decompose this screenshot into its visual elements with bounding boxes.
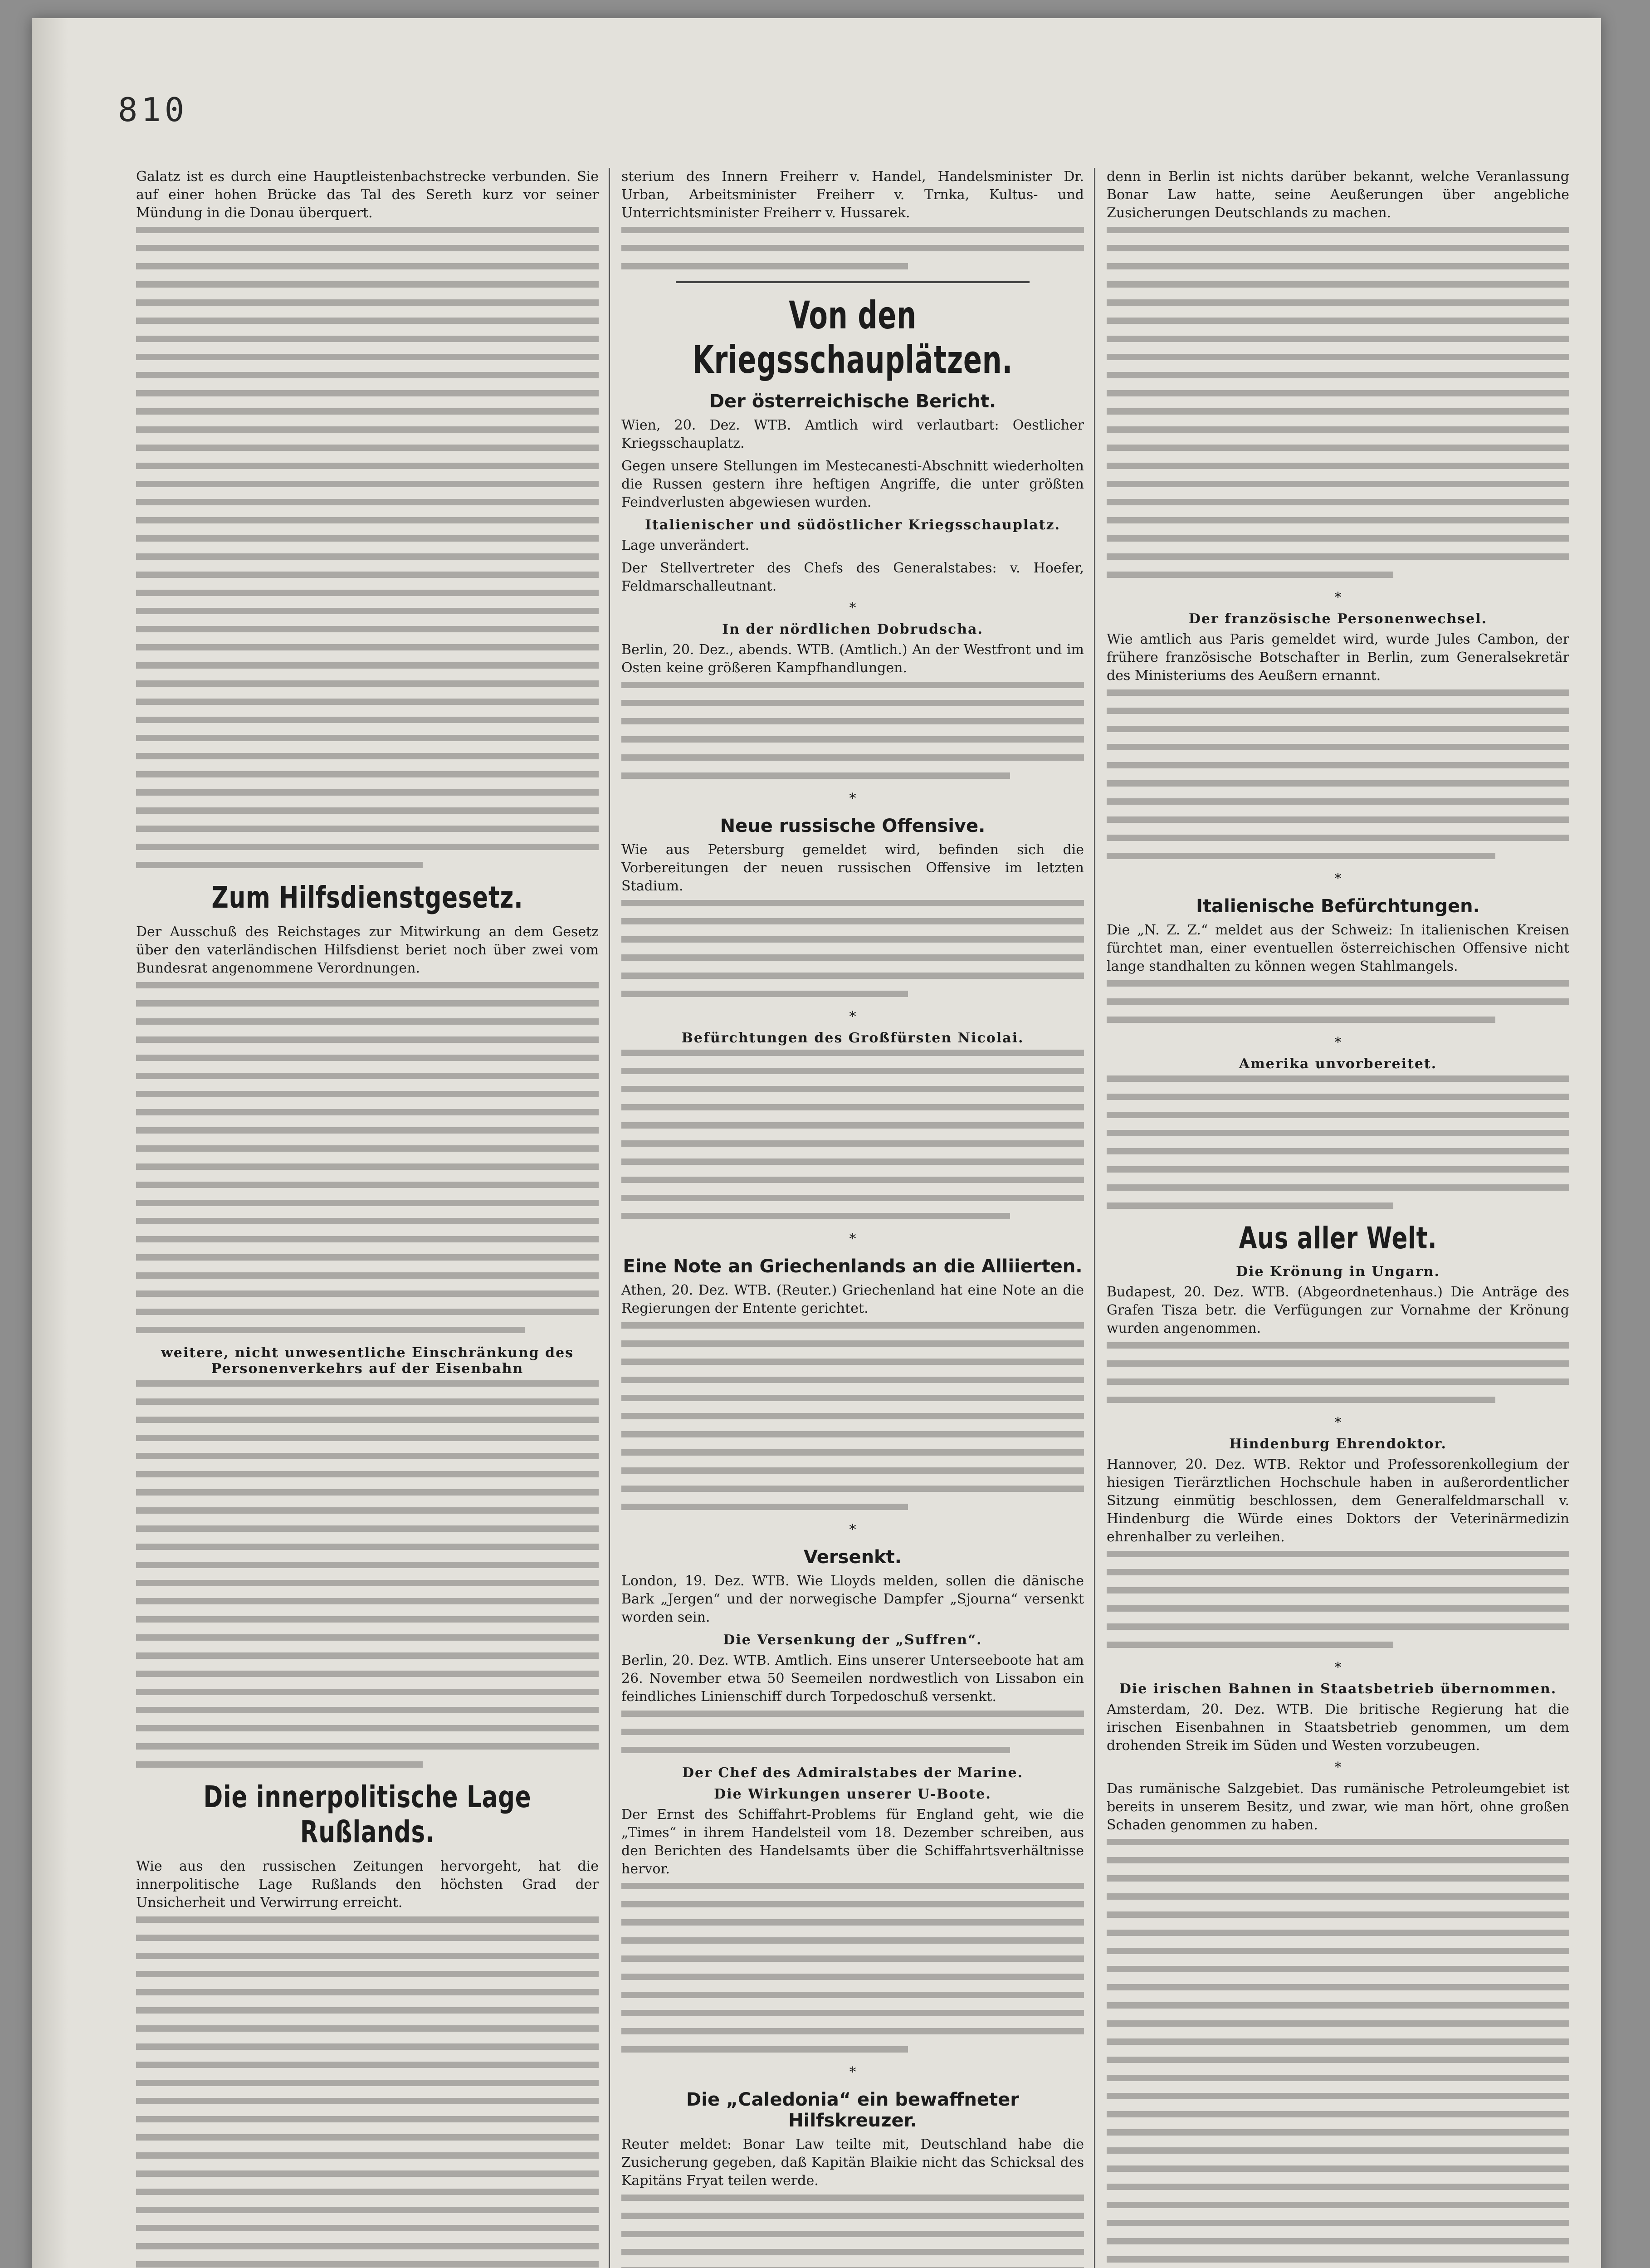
body-text-lines xyxy=(1107,1342,1569,1403)
page-binding xyxy=(32,18,68,2268)
article-text: Wie aus den russischen Zeitungen hervorgeht, hat die innerpolitische Lage Rußlands den höchsten Grad der Unsicherheit und Verwirrung erreicht. xyxy=(136,1858,599,1911)
subheading: In der nördlichen Dobrudscha. xyxy=(722,621,983,637)
article-text: Gegen unsere Stellungen im Mestecanesti-Abschnitt wiederholten die Russen gestern ihre heftigen Angriffe, die unter größten Feindverlusten abgewiesen wurden. xyxy=(621,458,1084,510)
column-rule xyxy=(1094,168,1095,2268)
column-2 xyxy=(621,168,1084,2268)
article-text: Wie amtlich aus Paris gemeldet wird, wurde Jules Cambon, der frühere französische Botschafter in Berlin, zum Generalsekretär des Ministeriums des Aeußern ernannt. xyxy=(1107,631,1569,684)
article-text: Amsterdam, 20. Dez. WTB. Die britische Regierung hat die irischen Eisenbahnen in Staatsbetrieb genommen, um dem drohenden Streik im Süden und Westen vorzubeugen. xyxy=(1107,1701,1569,1754)
subheading: Befürchtungen des Großfürsten Nicolai. xyxy=(681,1030,1024,1046)
star-divider: * xyxy=(849,600,856,616)
article-text: Reuter meldet: Bonar Law teilte mit, Deutschland habe die Zusicherung gegeben, daß Kapitän Blaikie nicht das Schicksal des Kapitäns Fryat teilen werde. xyxy=(621,2136,1084,2189)
article-text: London, 19. Dez. WTB. Wie Lloyds melden, sollen die dänische Bark „Jergen“ und der norwegische Dampfer „Sjourna“ versenkt worden sein. xyxy=(621,1573,1084,1625)
article-text: Berlin, 20. Dez. WTB. Amtlich. Eins unserer Unterseeboote hat am 26. November etwa 50 Seemeilen nordwestlich von Lissabon ein feindliches Linienschiff durch Torpedoschuß versenkt. xyxy=(621,1652,1084,1705)
section-separator xyxy=(676,281,1030,283)
star-divider: * xyxy=(849,791,856,807)
body-text-lines xyxy=(1107,689,1569,859)
article-text: sterium des Innern Freiherr v. Handel, Handelsminister Dr. Urban, Arbeitsminister Freiherr v. Trnka, Kultus- und Unterrichtsminister Freiherr v. Hussarek. xyxy=(621,169,1084,221)
body-text-lines xyxy=(621,2195,1084,2268)
body-text-lines xyxy=(621,900,1084,997)
article-text: Budapest, 20. Dez. WTB. (Abgeordnetenhaus.) Die Anträge des Grafen Tisza betr. die Verfügungen zur Vornahme der Krönung wurden angenommen. xyxy=(1107,1284,1569,1336)
body-text-lines xyxy=(136,1380,599,1768)
subheading: Hindenburg Ehrendoktor. xyxy=(1229,1436,1447,1452)
star-divider: * xyxy=(1334,1035,1342,1051)
headline: Von den Kriegsschauplätzen. xyxy=(692,293,1013,382)
star-divider: * xyxy=(1334,590,1342,606)
subheading: Der österreichische Bericht. xyxy=(709,391,996,412)
star-divider: * xyxy=(1334,871,1342,887)
article-text: denn in Berlin ist nichts darüber bekannt, welche Veranlassung Bonar Law hatte, seine Aeußerungen über angebliche Zusicherungen Deutschlands zu machen. xyxy=(1107,169,1569,221)
star-divider: * xyxy=(849,1231,856,1247)
page-number: 810 xyxy=(118,91,188,129)
subheading: Die Krönung in Ungarn. xyxy=(1236,1264,1440,1280)
subheading: Der Chef des Admiralstabes der Marine. xyxy=(682,1765,1023,1781)
article-text: Galatz ist es durch eine Hauptleistenbachstrecke verbunden. Sie auf einer hohen Brücke das Tal des Sereth kurz vor seiner Mündung in die Donau überquert. xyxy=(136,169,599,221)
subheading: Der französische Personenwechsel. xyxy=(1188,611,1488,627)
column-3 xyxy=(1107,168,1569,2268)
body-text-lines xyxy=(621,1322,1084,1510)
body-text-lines xyxy=(136,982,599,1333)
star-divider: * xyxy=(1334,1415,1342,1431)
subheading: Italienische Befürchtungen. xyxy=(1196,896,1480,917)
subheading: Die irischen Bahnen in Staatsbetrieb übernommen. xyxy=(1119,1681,1557,1697)
body-text-lines xyxy=(621,227,1084,269)
body-text-lines xyxy=(1107,1551,1569,1648)
body-text-lines xyxy=(1107,1839,1569,2268)
article-text: Der Ernst des Schiffahrt-Problems für England geht, wie die „Times“ in ihrem Handelsteil vom 18. Dezember schreiben, aus den Berichten des Handelsamts über die Schiffahrtsverhältnisse hervor. xyxy=(621,1807,1084,1877)
star-divider: * xyxy=(1334,1760,1342,1775)
body-text-lines xyxy=(621,682,1084,779)
body-text-lines xyxy=(621,1050,1084,1219)
body-text-lines xyxy=(136,1916,599,2268)
subheading: Amerika unvorbereitet. xyxy=(1239,1056,1437,1072)
article-text: Athen, 20. Dez. WTB. (Reuter.) Griechenland hat eine Note an die Regierungen der Entente gerichtet. xyxy=(621,1282,1084,1316)
article-text: Lage unverändert. xyxy=(621,538,750,553)
subheading: Versenkt. xyxy=(804,1547,902,1568)
headline: Die innerpolitische Lage Rußlands. xyxy=(203,1779,532,1849)
article-text: Hannover, 20. Dez. WTB. Rektor und Professorenkollegium der hiesigen Tierärztlichen Hochschule haben in außerordentlicher Sitzung einmütig beschlossen, dem Generalfeldmarschall v. Hindenburg die Würde eines Doktors der Veterinärmedizin ehrenhalber zu verleihen. xyxy=(1107,1457,1569,1545)
star-divider: * xyxy=(849,2064,856,2080)
subheading: Eine Note an Griechenlands an die Alliierten. xyxy=(623,1256,1083,1277)
body-text-lines xyxy=(621,1883,1084,2053)
body-text-lines xyxy=(1107,1075,1569,1209)
column-rule xyxy=(609,168,610,2268)
article-text: Berlin, 20. Dez., abends. WTB. (Amtlich.) An der Westfront und im Osten keine größeren Kampfhandlungen. xyxy=(621,642,1084,676)
article-text: Das rumänische Salzgebiet. Das rumänische Petroleumgebiet ist bereits in unserem Besitz, und zwar, wie man hört, ohne großen Schaden genommen zu haben. xyxy=(1107,1781,1569,1833)
body-text-lines xyxy=(1107,227,1569,578)
article-text: Wien, 20. Dez. WTB. Amtlich wird verlautbart: Oestlicher Kriegsschauplatz. xyxy=(621,417,1084,451)
subheading: weitere, nicht unwesentliche Einschränkung des Personenverkehrs auf der Eisenbahn xyxy=(161,1345,574,1377)
body-text-lines xyxy=(1107,980,1569,1023)
article-text: Die „N. Z. Z.“ meldet aus der Schweiz: In italienischen Kreisen fürchtet man, einer eventuellen österreichischen Offensive nicht lange standhalten zu können wegen Stahlmangels. xyxy=(1107,922,1569,974)
subheading: Die Versenkung der „Suffren“. xyxy=(723,1632,982,1648)
headline: Aus aller Welt. xyxy=(1239,1221,1437,1256)
newspaper-page xyxy=(32,18,1601,2268)
article-text: Wie aus Petersburg gemeldet wird, befinden sich die Vorbereitungen der neuen russischen Offensive im letzten Stadium. xyxy=(621,842,1084,894)
body-text-lines xyxy=(136,227,599,868)
article-text: Der Ausschuß des Reichstages zur Mitwirkung an dem Gesetz über den vaterländischen Hilfsdienst beriet noch über zwei vom Bundesrat angenommene Verordnungen. xyxy=(136,924,599,976)
subheading: Die „Caledonia“ ein bewaffneter Hilfskreuzer. xyxy=(686,2089,1019,2131)
headline: Zum Hilfsdienstgesetz. xyxy=(211,880,523,915)
article-text: Der Stellvertreter des Chefs des Generalstabes: v. Hoefer, Feldmarschalleutnant. xyxy=(621,560,1084,594)
star-divider: * xyxy=(1334,1660,1342,1676)
star-divider: * xyxy=(849,1522,856,1538)
body-text-lines xyxy=(621,1711,1084,1753)
subheading: Neue russische Offensive. xyxy=(720,816,986,836)
subheading: Italienischer und südöstlicher Kriegsschauplatz. xyxy=(644,517,1060,533)
star-divider: * xyxy=(849,1009,856,1025)
column-1 xyxy=(136,168,599,2268)
subheading: Die Wirkungen unserer U-Boote. xyxy=(714,1786,991,1802)
